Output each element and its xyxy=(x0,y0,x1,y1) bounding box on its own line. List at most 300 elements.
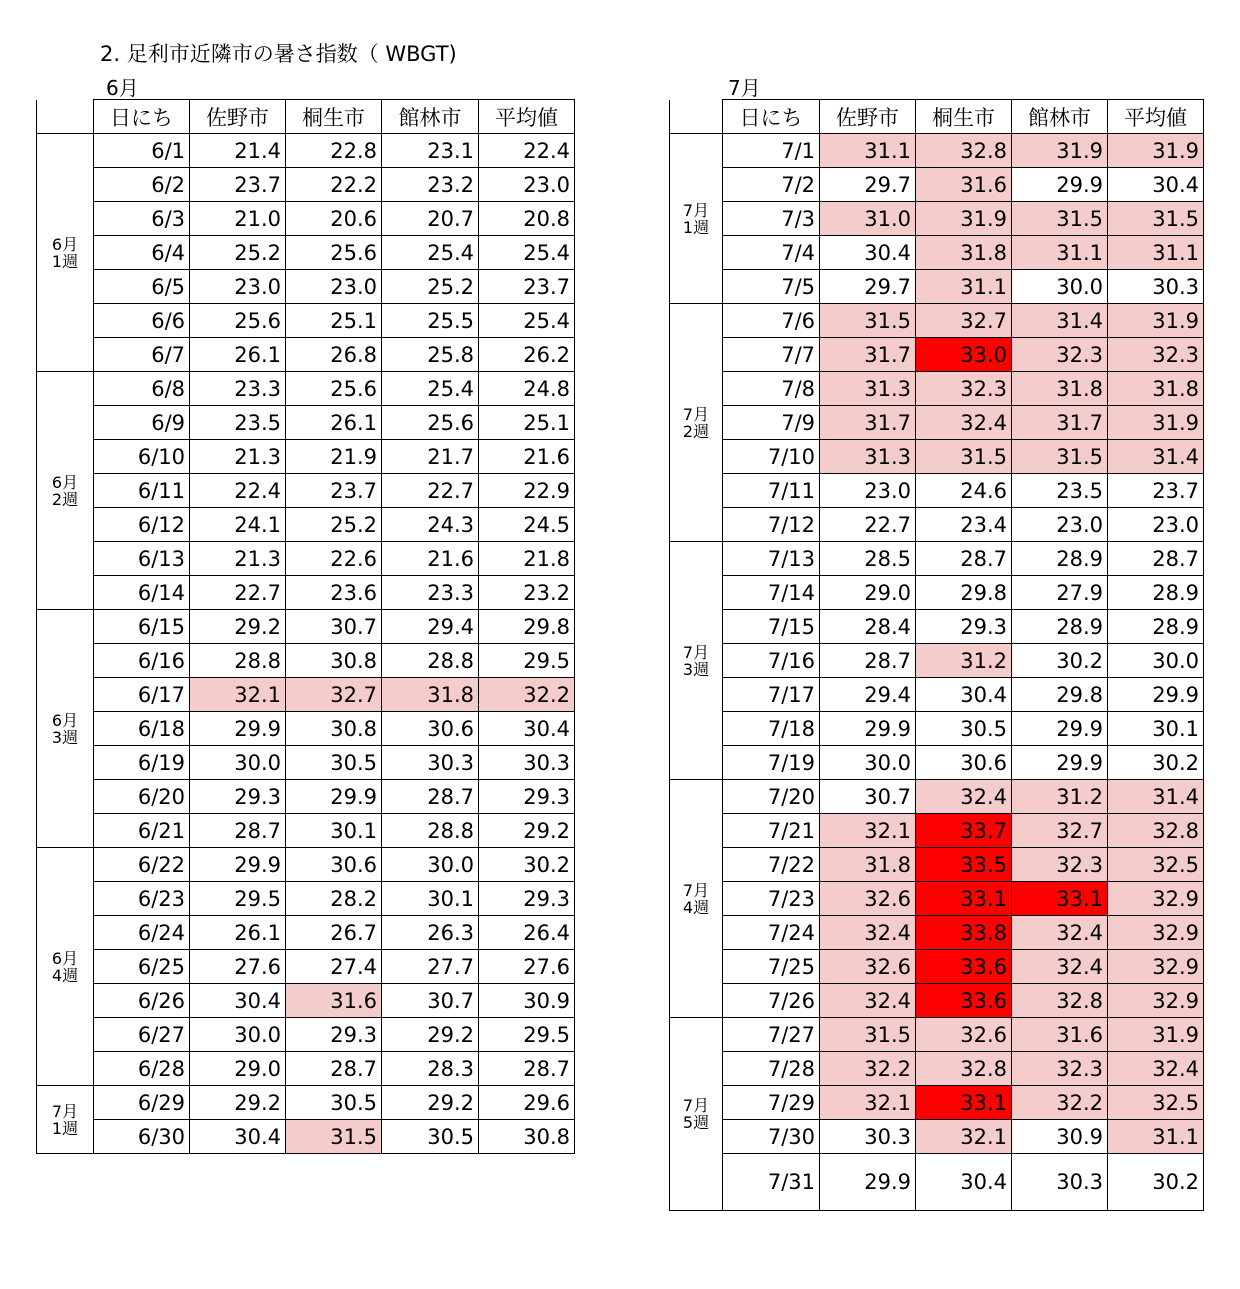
table-row xyxy=(670,950,1204,984)
sano-value: 29.4 xyxy=(820,678,916,712)
average-value: 24.5 xyxy=(479,508,575,542)
average-value: 30.4 xyxy=(1108,168,1204,202)
tatebayashi-value: 23.1 xyxy=(382,134,479,168)
date-cell: 6/13 xyxy=(94,542,190,576)
tatebayashi-value: 26.3 xyxy=(382,916,479,950)
tatebayashi-value: 30.6 xyxy=(382,712,479,746)
date-cell: 6/11 xyxy=(94,474,190,508)
average-value: 26.2 xyxy=(479,338,575,372)
kiryu-value: 23.0 xyxy=(286,270,382,304)
sano-value: 32.4 xyxy=(820,916,916,950)
date-cell: 7/11 xyxy=(723,474,820,508)
sano-value: 31.0 xyxy=(820,202,916,236)
average-value: 25.4 xyxy=(479,236,575,270)
table-row xyxy=(670,1154,1204,1211)
date-cell: 7/26 xyxy=(723,984,820,1018)
date-cell: 7/22 xyxy=(723,848,820,882)
sano-value: 30.4 xyxy=(190,984,286,1018)
date-cell: 7/7 xyxy=(723,338,820,372)
average-value: 32.9 xyxy=(1108,882,1204,916)
tatebayashi-value: 31.4 xyxy=(1012,304,1108,338)
kiryu-value: 32.6 xyxy=(916,1018,1012,1052)
date-cell: 6/12 xyxy=(94,508,190,542)
kiryu-value: 33.0 xyxy=(916,338,1012,372)
table-row xyxy=(37,644,575,678)
sano-value: 30.4 xyxy=(820,236,916,270)
date-cell: 6/24 xyxy=(94,916,190,950)
kiryu-value: 28.7 xyxy=(286,1052,382,1086)
tatebayashi-value: 31.8 xyxy=(1012,372,1108,406)
column-header: 館林市 xyxy=(1012,100,1108,134)
kiryu-value: 32.4 xyxy=(916,406,1012,440)
june-wbgt-table xyxy=(36,99,575,1154)
tatebayashi-value: 21.6 xyxy=(382,542,479,576)
date-cell: 6/29 xyxy=(94,1086,190,1120)
average-value: 31.1 xyxy=(1108,236,1204,270)
tatebayashi-value: 28.8 xyxy=(382,814,479,848)
sano-value: 29.5 xyxy=(190,882,286,916)
tatebayashi-value: 32.3 xyxy=(1012,1052,1108,1086)
sano-value: 29.9 xyxy=(190,712,286,746)
sano-value: 23.0 xyxy=(820,474,916,508)
date-cell: 6/25 xyxy=(94,950,190,984)
table-row xyxy=(670,270,1204,304)
tatebayashi-value: 25.4 xyxy=(382,372,479,406)
average-value: 32.5 xyxy=(1108,1086,1204,1120)
kiryu-value: 26.8 xyxy=(286,338,382,372)
average-value: 31.9 xyxy=(1108,406,1204,440)
tatebayashi-value: 25.6 xyxy=(382,406,479,440)
table-row xyxy=(37,236,575,270)
average-value: 30.9 xyxy=(479,984,575,1018)
tatebayashi-value: 27.7 xyxy=(382,950,479,984)
tatebayashi-value: 21.7 xyxy=(382,440,479,474)
date-cell: 7/3 xyxy=(723,202,820,236)
sano-value: 21.3 xyxy=(190,440,286,474)
table-row xyxy=(670,814,1204,848)
july-wbgt-table xyxy=(669,99,1204,1211)
average-value: 25.4 xyxy=(479,304,575,338)
sano-value: 28.8 xyxy=(190,644,286,678)
kiryu-value: 29.3 xyxy=(916,610,1012,644)
sano-value: 27.6 xyxy=(190,950,286,984)
kiryu-value: 33.6 xyxy=(916,984,1012,1018)
average-value: 31.4 xyxy=(1108,780,1204,814)
average-value: 31.9 xyxy=(1108,134,1204,168)
july-label: 7月 xyxy=(728,76,761,100)
tatebayashi-value: 31.2 xyxy=(1012,780,1108,814)
table-row xyxy=(37,780,575,814)
week-label: 6月 1週 xyxy=(37,134,94,372)
average-value: 30.2 xyxy=(479,848,575,882)
week-label: 7月 1週 xyxy=(670,134,723,304)
kiryu-value: 28.7 xyxy=(916,542,1012,576)
average-value: 24.8 xyxy=(479,372,575,406)
average-value: 23.2 xyxy=(479,576,575,610)
tatebayashi-value: 29.2 xyxy=(382,1018,479,1052)
kiryu-value: 30.5 xyxy=(286,1086,382,1120)
tatebayashi-value: 25.5 xyxy=(382,304,479,338)
kiryu-value: 31.8 xyxy=(916,236,1012,270)
average-value: 29.2 xyxy=(479,814,575,848)
date-cell: 6/18 xyxy=(94,712,190,746)
date-cell: 7/12 xyxy=(723,508,820,542)
sano-value: 31.8 xyxy=(820,848,916,882)
average-value: 30.2 xyxy=(1108,1154,1204,1211)
tatebayashi-value: 28.8 xyxy=(382,644,479,678)
sano-value: 31.5 xyxy=(820,304,916,338)
average-value: 30.0 xyxy=(1108,644,1204,678)
sano-value: 21.4 xyxy=(190,134,286,168)
table-row xyxy=(37,440,575,474)
average-value: 29.8 xyxy=(479,610,575,644)
sano-value: 25.2 xyxy=(190,236,286,270)
date-cell: 7/15 xyxy=(723,610,820,644)
sano-value: 28.4 xyxy=(820,610,916,644)
date-cell: 7/29 xyxy=(723,1086,820,1120)
header-row xyxy=(37,100,575,134)
average-value: 32.9 xyxy=(1108,984,1204,1018)
sano-value: 22.7 xyxy=(190,576,286,610)
sano-value: 21.3 xyxy=(190,542,286,576)
kiryu-value: 31.5 xyxy=(286,1120,382,1154)
average-value: 27.6 xyxy=(479,950,575,984)
average-value: 31.9 xyxy=(1108,1018,1204,1052)
tatebayashi-value: 31.5 xyxy=(1012,440,1108,474)
column-header: 佐野市 xyxy=(190,100,286,134)
column-header: 平均値 xyxy=(479,100,575,134)
average-value: 30.3 xyxy=(479,746,575,780)
week-label: 6月 4週 xyxy=(37,848,94,1086)
average-value: 22.9 xyxy=(479,474,575,508)
kiryu-value: 26.7 xyxy=(286,916,382,950)
table-row xyxy=(670,712,1204,746)
tatebayashi-value: 23.2 xyxy=(382,168,479,202)
kiryu-value: 33.5 xyxy=(916,848,1012,882)
sano-value: 23.7 xyxy=(190,168,286,202)
average-value: 32.2 xyxy=(479,678,575,712)
tatebayashi-value: 31.9 xyxy=(1012,134,1108,168)
table-row xyxy=(37,134,575,168)
kiryu-value: 30.8 xyxy=(286,644,382,678)
kiryu-value: 24.6 xyxy=(916,474,1012,508)
date-cell: 6/1 xyxy=(94,134,190,168)
tatebayashi-value: 31.7 xyxy=(1012,406,1108,440)
table-row xyxy=(670,508,1204,542)
table-row xyxy=(37,848,575,882)
average-value: 31.5 xyxy=(1108,202,1204,236)
table-row xyxy=(37,338,575,372)
kiryu-value: 29.9 xyxy=(286,780,382,814)
sano-value: 26.1 xyxy=(190,916,286,950)
week-label: 7月 3週 xyxy=(670,542,723,780)
tatebayashi-value: 30.5 xyxy=(382,1120,479,1154)
date-cell: 7/5 xyxy=(723,270,820,304)
kiryu-value: 25.6 xyxy=(286,372,382,406)
average-value: 23.7 xyxy=(1108,474,1204,508)
table-row xyxy=(670,202,1204,236)
kiryu-value: 33.8 xyxy=(916,916,1012,950)
date-cell: 6/27 xyxy=(94,1018,190,1052)
date-cell: 7/24 xyxy=(723,916,820,950)
table-row xyxy=(670,304,1204,338)
date-cell: 7/17 xyxy=(723,678,820,712)
kiryu-value: 32.7 xyxy=(286,678,382,712)
kiryu-value: 25.6 xyxy=(286,236,382,270)
header-blank xyxy=(37,100,94,134)
table-row xyxy=(670,746,1204,780)
table-row xyxy=(670,916,1204,950)
tatebayashi-value: 28.9 xyxy=(1012,610,1108,644)
tatebayashi-value: 32.8 xyxy=(1012,984,1108,1018)
week-label: 7月 1週 xyxy=(37,1086,94,1154)
week-label: 7月 2週 xyxy=(670,304,723,542)
date-cell: 6/9 xyxy=(94,406,190,440)
kiryu-value: 30.4 xyxy=(916,1154,1012,1211)
sano-value: 28.7 xyxy=(190,814,286,848)
table-row xyxy=(670,1018,1204,1052)
sano-value: 22.7 xyxy=(820,508,916,542)
kiryu-value: 20.6 xyxy=(286,202,382,236)
sano-value: 31.7 xyxy=(820,406,916,440)
kiryu-value: 26.1 xyxy=(286,406,382,440)
table-row xyxy=(37,202,575,236)
kiryu-value: 23.7 xyxy=(286,474,382,508)
kiryu-value: 30.5 xyxy=(916,712,1012,746)
column-header: 館林市 xyxy=(382,100,479,134)
sano-value: 31.7 xyxy=(820,338,916,372)
date-cell: 6/21 xyxy=(94,814,190,848)
tatebayashi-value: 29.9 xyxy=(1012,168,1108,202)
sano-value: 28.7 xyxy=(820,644,916,678)
sano-value: 29.9 xyxy=(820,712,916,746)
table-row xyxy=(670,610,1204,644)
table-row xyxy=(37,1086,575,1120)
table-row xyxy=(37,950,575,984)
table-row xyxy=(37,882,575,916)
tatebayashi-value: 33.1 xyxy=(1012,882,1108,916)
sano-value: 21.0 xyxy=(190,202,286,236)
tatebayashi-value: 30.0 xyxy=(1012,270,1108,304)
column-header: 日にち xyxy=(723,100,820,134)
kiryu-value: 32.3 xyxy=(916,372,1012,406)
tatebayashi-value: 31.6 xyxy=(1012,1018,1108,1052)
table-row xyxy=(670,338,1204,372)
date-cell: 6/7 xyxy=(94,338,190,372)
tatebayashi-value: 29.8 xyxy=(1012,678,1108,712)
kiryu-value: 31.6 xyxy=(286,984,382,1018)
tatebayashi-value: 25.2 xyxy=(382,270,479,304)
kiryu-value: 27.4 xyxy=(286,950,382,984)
table-row xyxy=(37,678,575,712)
kiryu-value: 32.1 xyxy=(916,1120,1012,1154)
sano-value: 32.6 xyxy=(820,950,916,984)
kiryu-value: 22.8 xyxy=(286,134,382,168)
table-row xyxy=(670,644,1204,678)
date-cell: 6/4 xyxy=(94,236,190,270)
sano-value: 32.1 xyxy=(820,1086,916,1120)
date-cell: 6/16 xyxy=(94,644,190,678)
date-cell: 7/13 xyxy=(723,542,820,576)
tatebayashi-value: 29.9 xyxy=(1012,712,1108,746)
table-row xyxy=(670,1052,1204,1086)
table-row xyxy=(670,168,1204,202)
kiryu-value: 29.3 xyxy=(286,1018,382,1052)
kiryu-value: 32.8 xyxy=(916,1052,1012,1086)
date-cell: 6/15 xyxy=(94,610,190,644)
tatebayashi-value: 29.2 xyxy=(382,1086,479,1120)
week-label: 6月 3週 xyxy=(37,610,94,848)
average-value: 31.9 xyxy=(1108,304,1204,338)
date-cell: 7/30 xyxy=(723,1120,820,1154)
tatebayashi-value: 31.5 xyxy=(1012,202,1108,236)
tatebayashi-value: 27.9 xyxy=(1012,576,1108,610)
tatebayashi-value: 30.2 xyxy=(1012,644,1108,678)
tatebayashi-value: 30.1 xyxy=(382,882,479,916)
table-row xyxy=(670,1120,1204,1154)
date-cell: 7/20 xyxy=(723,780,820,814)
date-cell: 6/22 xyxy=(94,848,190,882)
column-header: 桐生市 xyxy=(286,100,382,134)
average-value: 22.4 xyxy=(479,134,575,168)
column-header: 平均値 xyxy=(1108,100,1204,134)
date-cell: 7/14 xyxy=(723,576,820,610)
average-value: 23.7 xyxy=(479,270,575,304)
tatebayashi-value: 32.4 xyxy=(1012,950,1108,984)
tatebayashi-value: 29.4 xyxy=(382,610,479,644)
date-cell: 6/3 xyxy=(94,202,190,236)
sano-value: 23.3 xyxy=(190,372,286,406)
date-cell: 7/4 xyxy=(723,236,820,270)
kiryu-value: 30.4 xyxy=(916,678,1012,712)
date-cell: 7/28 xyxy=(723,1052,820,1086)
sano-value: 31.1 xyxy=(820,134,916,168)
table-row xyxy=(37,474,575,508)
average-value: 23.0 xyxy=(479,168,575,202)
table-row xyxy=(670,882,1204,916)
date-cell: 6/14 xyxy=(94,576,190,610)
sano-value: 32.1 xyxy=(820,814,916,848)
sano-value: 30.4 xyxy=(190,1120,286,1154)
tatebayashi-value: 30.9 xyxy=(1012,1120,1108,1154)
date-cell: 7/16 xyxy=(723,644,820,678)
sano-value: 29.3 xyxy=(190,780,286,814)
kiryu-value: 31.6 xyxy=(916,168,1012,202)
sano-value: 32.1 xyxy=(190,678,286,712)
tatebayashi-value: 30.3 xyxy=(382,746,479,780)
tatebayashi-value: 28.7 xyxy=(382,780,479,814)
kiryu-value: 33.7 xyxy=(916,814,1012,848)
table-row xyxy=(670,1086,1204,1120)
tatebayashi-value: 22.7 xyxy=(382,474,479,508)
kiryu-value: 30.6 xyxy=(916,746,1012,780)
average-value: 32.5 xyxy=(1108,848,1204,882)
sano-value: 24.1 xyxy=(190,508,286,542)
table-row xyxy=(670,474,1204,508)
date-cell: 6/17 xyxy=(94,678,190,712)
sano-value: 32.2 xyxy=(820,1052,916,1086)
kiryu-value: 25.1 xyxy=(286,304,382,338)
table-row xyxy=(37,406,575,440)
column-header: 佐野市 xyxy=(820,100,916,134)
tatebayashi-value: 32.7 xyxy=(1012,814,1108,848)
average-value: 29.3 xyxy=(479,882,575,916)
average-value: 29.6 xyxy=(479,1086,575,1120)
average-value: 32.3 xyxy=(1108,338,1204,372)
average-value: 28.7 xyxy=(479,1052,575,1086)
table-row xyxy=(37,304,575,338)
column-header: 日にち xyxy=(94,100,190,134)
date-cell: 7/1 xyxy=(723,134,820,168)
sano-value: 29.7 xyxy=(820,168,916,202)
table-row xyxy=(37,746,575,780)
date-cell: 6/28 xyxy=(94,1052,190,1086)
tatebayashi-value: 28.9 xyxy=(1012,542,1108,576)
average-value: 28.9 xyxy=(1108,576,1204,610)
table-row xyxy=(37,270,575,304)
average-value: 30.8 xyxy=(479,1120,575,1154)
tatebayashi-value: 25.8 xyxy=(382,338,479,372)
tatebayashi-value: 28.3 xyxy=(382,1052,479,1086)
sano-value: 32.6 xyxy=(820,882,916,916)
average-value: 28.9 xyxy=(1108,610,1204,644)
week-label: 7月 4週 xyxy=(670,780,723,1018)
average-value: 31.8 xyxy=(1108,372,1204,406)
table-row xyxy=(670,406,1204,440)
tatebayashi-value: 31.1 xyxy=(1012,236,1108,270)
kiryu-value: 31.1 xyxy=(916,270,1012,304)
date-cell: 7/31 xyxy=(723,1154,820,1211)
table-row xyxy=(37,542,575,576)
sano-value: 23.0 xyxy=(190,270,286,304)
tatebayashi-value: 30.0 xyxy=(382,848,479,882)
tatebayashi-value: 24.3 xyxy=(382,508,479,542)
date-cell: 6/6 xyxy=(94,304,190,338)
sano-value: 22.4 xyxy=(190,474,286,508)
date-cell: 7/8 xyxy=(723,372,820,406)
date-cell: 7/2 xyxy=(723,168,820,202)
average-value: 26.4 xyxy=(479,916,575,950)
table-row xyxy=(670,984,1204,1018)
average-value: 29.3 xyxy=(479,780,575,814)
sano-value: 30.0 xyxy=(190,1018,286,1052)
date-cell: 6/20 xyxy=(94,780,190,814)
sano-value: 30.0 xyxy=(820,746,916,780)
kiryu-value: 30.1 xyxy=(286,814,382,848)
tatebayashi-value: 30.3 xyxy=(1012,1154,1108,1211)
kiryu-value: 30.7 xyxy=(286,610,382,644)
kiryu-value: 30.5 xyxy=(286,746,382,780)
average-value: 30.4 xyxy=(479,712,575,746)
column-header: 桐生市 xyxy=(916,100,1012,134)
table-row xyxy=(670,134,1204,168)
tatebayashi-value: 23.3 xyxy=(382,576,479,610)
table-row xyxy=(670,678,1204,712)
table-row xyxy=(37,984,575,1018)
average-value: 32.9 xyxy=(1108,916,1204,950)
kiryu-value: 23.4 xyxy=(916,508,1012,542)
average-value: 29.5 xyxy=(479,644,575,678)
sano-value: 29.7 xyxy=(820,270,916,304)
tatebayashi-value: 29.9 xyxy=(1012,746,1108,780)
tatebayashi-value: 32.3 xyxy=(1012,848,1108,882)
tatebayashi-value: 32.2 xyxy=(1012,1086,1108,1120)
date-cell: 7/6 xyxy=(723,304,820,338)
date-cell: 6/26 xyxy=(94,984,190,1018)
table-row xyxy=(37,1018,575,1052)
tatebayashi-value: 32.3 xyxy=(1012,338,1108,372)
sano-value: 30.7 xyxy=(820,780,916,814)
